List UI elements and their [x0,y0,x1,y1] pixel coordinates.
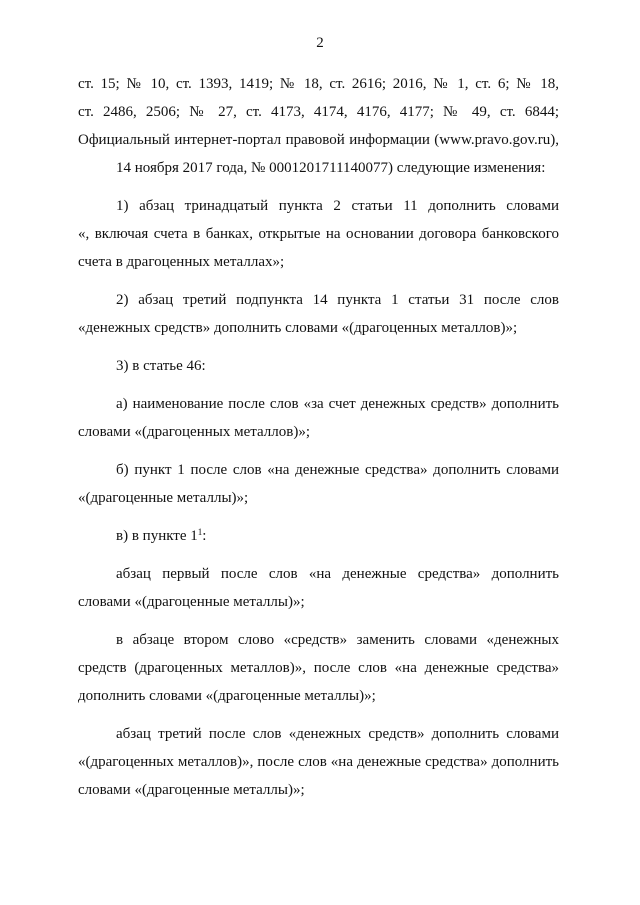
text-line: ст. 2486, 2506; № 27, ст. 4173, 4174, 4176, 4177; № 49, ст. 6844; [78,104,559,120]
text-line: 3) в статье 46: [116,358,206,374]
item-colon: : [202,528,207,544]
item-label: в) в пункте 1 [116,528,198,544]
text-line: а) наименование после слов «за счет денежных средств» дополнить [116,396,559,412]
text-line [78,522,559,550]
text-line: счета в драгоценных металлах»; [78,254,285,270]
text-line: в абзаце втором слово «средств» заменить словами «денежных [116,632,559,648]
text-line: 2) абзац третий подпункта 14 пункта 1 статьи 31 после слов [116,292,559,308]
text-line: абзац первый после слов «на денежные средства» дополнить [116,566,559,582]
text-line: 1) абзац тринадцатый пункта 2 статьи 11 дополнить словами [116,198,559,214]
text-line: словами «(драгоценные металлы)»; [78,594,305,610]
text-line: «денежных средств» дополнить словами «(драгоценных металлов)»; [78,320,518,336]
document-body [78,70,559,804]
text-line: б) пункт 1 после слов «на денежные средства» дополнить словами [116,462,559,478]
superscript: 1 [197,527,203,537]
text-line: 14 ноября 2017 года, № 0001201711140077) следующие изменения: [116,160,546,176]
page-number: 2 [316,35,324,51]
text-line: дополнить словами «(драгоценные металлы)»; [78,688,376,704]
text-line: словами «(драгоценных металлов)»; [78,424,310,440]
text-line: «(драгоценных металлов)», после слов «на денежные средства» дополнить [78,754,559,770]
text-line: словами «(драгоценные металлы)»; [78,782,305,798]
text-line: средств (драгоценных металлов)», после слов «на денежные средства» [78,660,559,676]
text-line: ст. 15; № 10, ст. 1393, 1419; № 18, ст. 2616; 2016, № 1, ст. 6; № 18, [78,76,559,92]
text-line: «, включая счета в банках, открытые на основании договора банковского [78,226,559,242]
text-line: абзац третий после слов «денежных средств» дополнить словами [116,726,559,742]
text-line: Официальный интернет-портал правовой информации (www.pravo.gov.ru), [78,132,559,148]
text-line: «(драгоценные металлы)»; [78,490,249,506]
